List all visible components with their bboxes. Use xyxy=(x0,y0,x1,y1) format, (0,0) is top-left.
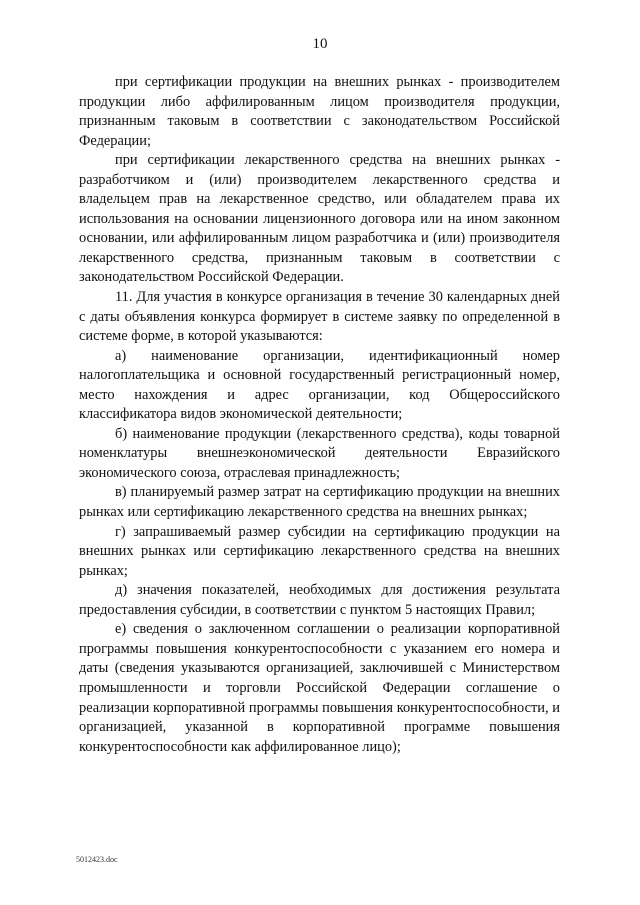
document-body xyxy=(79,73,560,757)
paragraph-item-g: г) запрашиваемый размер субсидии на сертификацию продукции на внешних рынках или сертификацию лекарственного средства на внешних рынках; xyxy=(79,523,560,579)
paragraph-item-e: е) сведения о заключенном соглашении о реализации корпоративной программы повышения конкурентоспособности с указанием его номера и даты (сведения указываются организацией, заключившей с Министерством промышленности и торговли Российской Федерации соглашение о реализации корпоративной программы повышения конкурентоспособности, и организацией, указанной в корпоративной программе повышения конкурентоспособности как аффилированное лицо); xyxy=(79,621,560,755)
paragraph-item-b: б) наименование продукции (лекарственного средства), коды товарной номенклатуры внешнеэкономической деятельности Евразийского экономического союза, отраслевая принадлежность; xyxy=(79,425,560,481)
paragraph-item-v: в) планируемый размер затрат на сертификацию продукции на внешних рынках или сертификацию лекарственного средства на внешних рынках; xyxy=(79,484,560,521)
paragraph-item-d: д) значения показателей, необходимых для достижения результата предоставления субсидии, в соответствии с пунктом 5 настоящих Правил; xyxy=(79,582,560,618)
paragraph-item-a: а) наименование организации, идентификационный номер налогоплательщика и основной государственный регистрационный номер, место нахождения и адрес организации, код Общероссийского классификатора видов экономической деятельности; xyxy=(79,347,560,423)
paragraph-manufacturer-certification: при сертификации продукции на внешних рынках - производителем продукции либо аффилированным лицом производителя продукции, признанным таковым в соответствии с законодательством Российской Федерации; xyxy=(79,74,560,149)
page-number: 10 xyxy=(312,36,328,52)
paragraph-clause-11: 11. Для участия в конкурсе организация в течение 30 календарных дней с даты объявления конкурса формирует в системе заявку по определенной в системе форме, в которой указываются: xyxy=(79,289,560,345)
file-name-footer: 5012423.doc xyxy=(76,855,118,864)
paragraph-drug-certification: при сертификации лекарственного средства на внешних рынках - разработчиком и (или) производителем лекарственного средства и владельцем прав на лекарственное средство, или обладателем права их использования на основании лицензионного договора или на ином законном основании, или аффилированным лицом разработчика и (или) производителя лекарственного средства, признанным таковым в соответствии с законодательством Российской Федерации. xyxy=(79,152,560,286)
